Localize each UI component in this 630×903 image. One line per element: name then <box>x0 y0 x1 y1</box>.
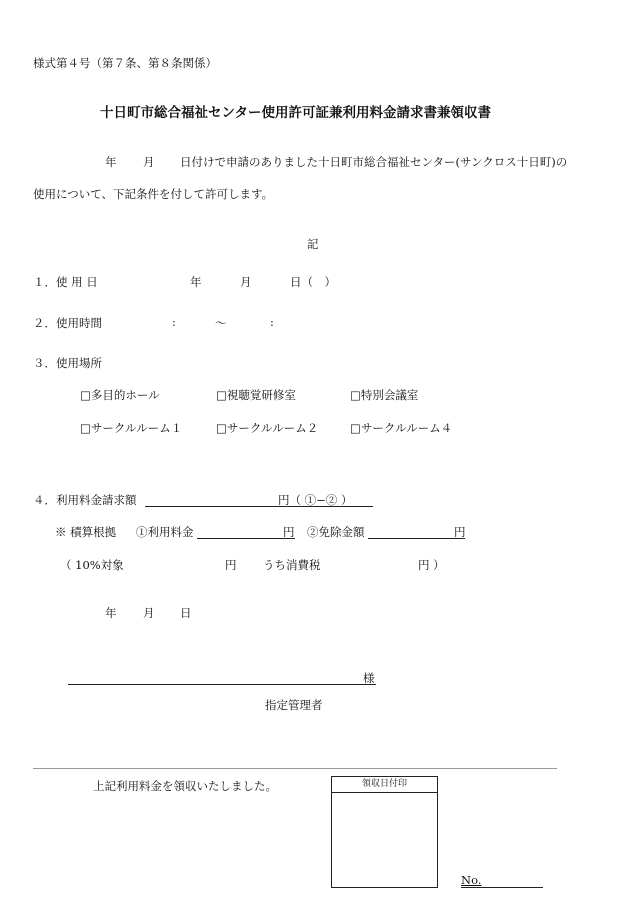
date-month: 月 <box>143 606 155 620</box>
date-year: 年 <box>105 606 117 620</box>
usage-time-tilde: 〜 <box>215 316 227 330</box>
usage-date-label: １．使 用 日 <box>33 275 98 289</box>
room-checkbox[interactable]: □サークルルーム４ <box>350 421 453 435</box>
receipt-stamp-label: 領収日付印 <box>332 777 437 793</box>
fee-label: ①利用料金 <box>136 525 194 539</box>
date-day: 日 <box>180 606 192 620</box>
fee-underline <box>197 538 295 539</box>
section-divider <box>33 768 557 769</box>
ki-heading: 記 <box>307 237 319 251</box>
form-number: 様式第４号（第７条、第８条関係） <box>33 56 217 70</box>
basis-mark: ※ 積算根拠 <box>55 525 117 539</box>
room-checkbox[interactable]: □多目的ホール <box>80 388 160 402</box>
usage-date-day: 日（ ） <box>290 275 336 289</box>
usage-place-label: ３．使用場所 <box>33 356 102 370</box>
tax-within: うち消費税 <box>263 558 321 572</box>
recipient-sama: 様 <box>363 671 375 685</box>
intro-line2: 使用について、下記条件を付して許可します。 <box>33 187 274 201</box>
document-title: 十日町市総合福祉センター使用許可証兼利用料金請求書兼領収書 <box>100 105 491 121</box>
room-checkbox[interactable]: □視聴覚研修室 <box>216 388 296 402</box>
exempt-label: ②免除金額 <box>307 525 365 539</box>
usage-date-month: 月 <box>240 275 252 289</box>
tax-prefix: （ 10%対象 <box>60 558 124 572</box>
intro-month: 月 <box>143 155 155 169</box>
tax-yen-close: 円 ） <box>418 558 445 572</box>
tax-yen: 円 <box>225 558 237 572</box>
fee-yen: 円 <box>283 525 295 539</box>
receipt-number-label: No. <box>461 873 482 887</box>
fee-claim-unit: 円（ ①−② ） <box>278 493 353 507</box>
fee-claim-label: ４．利用料金請求額 <box>33 493 137 507</box>
usage-date-year: 年 <box>190 275 202 289</box>
intro-year: 年 <box>105 155 117 169</box>
usage-time-colon-end: : <box>270 315 274 329</box>
designated-manager: 指定管理者 <box>265 698 323 712</box>
receipt-number-underline <box>461 887 543 888</box>
recipient-underline <box>68 684 376 685</box>
receipt-text: 上記利用料金を領収いたしました。 <box>93 779 277 793</box>
usage-time-colon-start: : <box>172 315 176 329</box>
usage-time-label: ２．使用時間 <box>33 316 102 330</box>
room-checkbox[interactable]: □サークルルーム２ <box>216 421 319 435</box>
room-checkbox[interactable]: □サークルルーム１ <box>80 421 183 435</box>
receipt-stamp-box <box>331 776 438 888</box>
intro-line1: 日付けで申請のありました十日町市総合福祉センター(サンクロス十日町)の <box>180 155 568 169</box>
room-checkbox[interactable]: □特別会議室 <box>350 388 419 402</box>
exempt-underline <box>368 538 465 539</box>
exempt-yen: 円 <box>454 525 466 539</box>
